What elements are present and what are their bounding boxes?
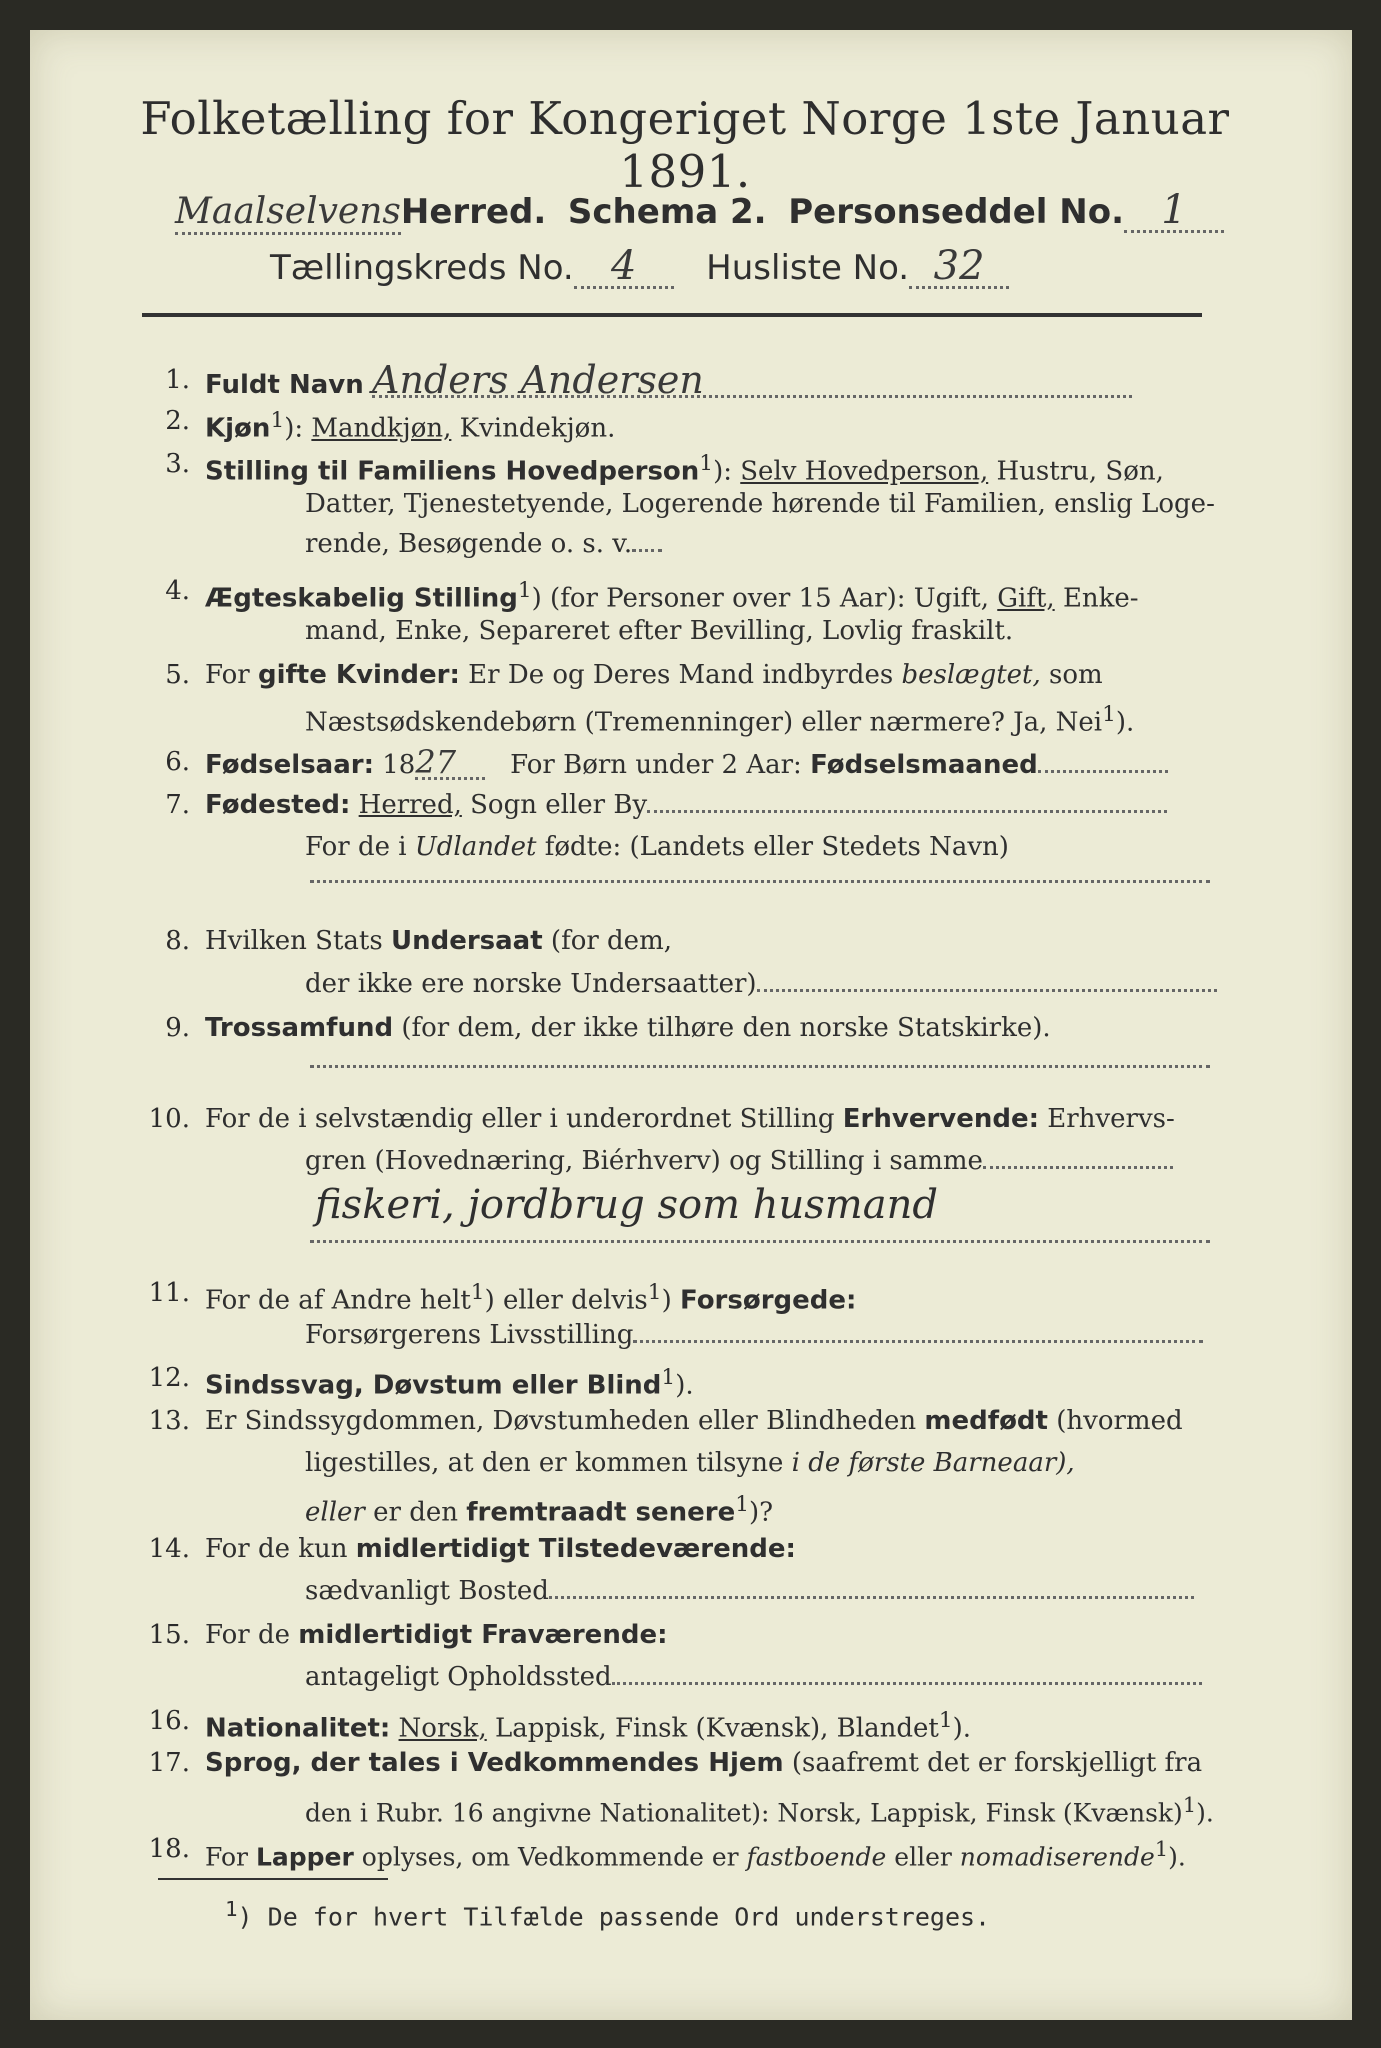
header-rule [142, 313, 1202, 317]
temporary-present-label: midlertidigt Tilstedeværende: [355, 1534, 796, 1564]
text: sædvanligt Bosted [305, 1576, 549, 1606]
item-18-lapps [205, 1834, 1186, 1872]
text: Er De og Deres Mand indbyrdes [468, 660, 894, 690]
text: For de i selvstændig eller i underordnet Stilling [205, 1104, 835, 1134]
footnote-mark: 1 [517, 578, 532, 603]
item-12-disability [205, 1363, 694, 1401]
census-form [30, 30, 1352, 2020]
punct: ). [952, 1713, 972, 1744]
text: For [205, 660, 250, 690]
occupation-label: Erhvervende: [842, 1104, 1040, 1134]
sex-label: Kjøn [205, 413, 271, 444]
item-number: 4. [165, 576, 190, 606]
position-line-3-text: rende, Besøgende o. s. v. [305, 529, 633, 559]
item-number: 14. [148, 1534, 190, 1564]
item-number: 9. [165, 1013, 190, 1043]
citizenship-label: Undersaat [390, 926, 543, 956]
text: For de [205, 1620, 290, 1650]
temporary-absent-label: midlertidigt Fraværende: [298, 1620, 668, 1650]
item-number: 1. [165, 365, 190, 395]
punct: ). [1168, 1842, 1186, 1872]
punct: ). [1115, 707, 1135, 738]
birthplace-line-2 [305, 832, 1009, 862]
item-number: 7. [165, 790, 190, 820]
item-4-marital [205, 576, 1139, 614]
marital-text: ) (for Personer over 15 Aar): Ugift, [531, 583, 989, 614]
occupation-value: fiskeri, jordbrug som husmand [315, 1182, 938, 1228]
herred-label: Herred. [400, 192, 547, 232]
text: (for dem, der ikke tilhøre den norske Statskirke). [401, 1013, 1051, 1043]
personseddel-label: Personseddel No. [788, 192, 1125, 232]
text: fødte: (Landets eller Stedets Navn) [544, 832, 1009, 862]
text-italic: fastboende [746, 1842, 887, 1872]
text-italic: eller [305, 1497, 365, 1528]
text: ligestilles, at den er kommen tilsyne [305, 1448, 784, 1478]
item-15-temporary-absent [205, 1620, 667, 1650]
birth-month-label: Fødselsmaaned [810, 750, 1038, 780]
text-italic: i de første Barneaar), [791, 1448, 1075, 1478]
punct: ). [1196, 1798, 1214, 1828]
footnote-mark: 1 [270, 408, 285, 433]
sex-selected: Mandkjøn, [311, 413, 452, 444]
item-13-congenital [205, 1406, 1183, 1436]
punct: ). [675, 1370, 694, 1401]
dotted-line [310, 1240, 1210, 1243]
item-number: 15. [148, 1620, 190, 1650]
language-line-2 [305, 1790, 1214, 1828]
footnote-text: ) De for hvert Tilfælde passende Ord understreges. [237, 1902, 991, 1932]
item-1-full-name [205, 358, 1200, 402]
text-italic: beslægtet, [901, 660, 1041, 690]
dotted-line [757, 989, 1217, 992]
text: Er Sindssygdommen, Døvstumheden eller Blindheden [205, 1406, 917, 1436]
punct: ): [284, 413, 304, 444]
text: gren (Hovednæring, Biérhverv) og Stilling i samme [305, 1146, 983, 1176]
kreds-line [270, 243, 1009, 289]
footnote-mark: 1 [699, 451, 714, 476]
husliste-value: 32 [909, 246, 1009, 289]
position-selected: Selv Hovedperson, [740, 456, 989, 487]
marital-selected: Gift, [997, 583, 1055, 614]
birth-year-value: 27 [415, 747, 485, 780]
item-9-religion [205, 1013, 1051, 1043]
footnote-mark: 1 [225, 1897, 238, 1921]
item-number: 3. [165, 449, 190, 479]
birth-year-label: Fødselsaar: [205, 750, 374, 780]
supported-line-2 [305, 1320, 1203, 1350]
temporary-absent-line-2 [305, 1662, 1202, 1692]
text: antageligt Opholdssted [305, 1662, 612, 1692]
text: den i Rubr. 16 angivne Nationalitet): Norsk, Lappisk, Finsk (Kvænsk) [305, 1798, 1183, 1828]
item-3-position [205, 449, 1164, 487]
text: der ikke ere norske Undersaatter) [305, 969, 757, 999]
dotted-line [549, 1596, 1194, 1599]
item-5-married-women [205, 660, 1103, 690]
temporary-present-line-2 [305, 1576, 1194, 1606]
schema-label: Schema 2. [567, 192, 767, 232]
dotted-line [310, 880, 1210, 883]
item-6-birth-year [205, 743, 1168, 781]
birth-month-value [1038, 770, 1168, 773]
footnote-rule [158, 1878, 388, 1880]
footnote [225, 1894, 990, 1932]
herred-line [175, 187, 1224, 235]
full-name-value: Anders Andersen [372, 365, 1132, 398]
dotted-line [983, 1166, 1173, 1169]
position-options: Hustru, Søn, [996, 456, 1164, 487]
supported-label: Forsørgede: [679, 1285, 857, 1316]
item-16-nationality [205, 1706, 971, 1744]
text-italic: Udlandet [414, 832, 537, 862]
text: For de i [305, 832, 407, 862]
punct: )? [749, 1497, 774, 1528]
lapps-label: Lapper [255, 1842, 354, 1872]
text: (saafremt det er forskjelligt fra [791, 1748, 1203, 1778]
text: (for dem, [550, 926, 672, 956]
birthplace-label: Fødested: [205, 790, 351, 820]
position-label: Stilling til Familiens Hovedperson [205, 456, 700, 487]
married-women-line-2 [305, 700, 1134, 738]
punct: ) [661, 1285, 672, 1316]
footnote-mark: 1 [735, 1492, 750, 1517]
item-11-supported [205, 1278, 856, 1316]
marital-text-2: Enke- [1062, 583, 1139, 614]
husliste-label: Husliste No. [706, 248, 910, 288]
nationality-label: Nationalitet: [205, 1713, 391, 1744]
congenital-line-3 [305, 1490, 773, 1528]
birth-year-prefix: 18 [382, 750, 416, 780]
occupation-line-2 [305, 1146, 1173, 1176]
text: ) eller delvis [484, 1285, 648, 1316]
herred-value: Maalselvens [175, 192, 401, 235]
dotted-line [633, 1340, 1203, 1343]
form-title: Folketælling for Kongeriget Norge 1ste Januar 1891. [140, 92, 1230, 198]
item-number: 5. [165, 660, 190, 690]
item-number: 12. [148, 1363, 190, 1393]
item-number: 13. [148, 1406, 190, 1436]
married-women-label: gifte Kvinder: [257, 660, 460, 690]
position-line-3 [305, 529, 662, 559]
text: For [205, 1842, 248, 1872]
religion-label: Trossamfund [205, 1013, 394, 1043]
footnote-mark: 1 [661, 1365, 676, 1390]
item-number: 11. [148, 1278, 190, 1308]
position-line-2: Datter, Tjenestetyende, Logerende hørende til Familien, enslig Loge- [305, 489, 1215, 519]
text-italic: nomadiserende [959, 1842, 1155, 1872]
sex-other: Kvindekjøn. [459, 413, 616, 444]
item-10-occupation [205, 1104, 1175, 1134]
congenital-line-2 [305, 1448, 1075, 1478]
item-8-citizenship [205, 926, 672, 956]
text: er den [373, 1497, 458, 1528]
dotted-line [647, 810, 1167, 813]
disability-label: Sindssvag, Døvstum eller Blind [205, 1370, 662, 1401]
later-label: fremtraadt senere [466, 1497, 736, 1528]
item-14-temporary-present [205, 1534, 796, 1564]
punct: ): [713, 456, 732, 487]
kreds-value: 4 [574, 246, 674, 289]
marital-line-2: mand, Enke, Separeret efter Bevilling, Lovlig fraskilt. [305, 616, 1014, 646]
item-number: 16. [148, 1706, 190, 1736]
footnote-mark: 1 [1102, 702, 1116, 727]
full-name-label: Fuldt Navn [205, 370, 364, 400]
text: (hvormed [1056, 1406, 1183, 1436]
footnote-mark: 1 [938, 1708, 953, 1733]
dotted-line [632, 549, 662, 552]
kreds-label: Tællingskreds No. [270, 248, 574, 288]
text: Sogn eller By [470, 790, 648, 820]
text: For de kun [205, 1534, 348, 1564]
text: Lappisk, Finsk (Kvænsk), Blandet [495, 1713, 939, 1744]
marital-label: Ægteskabelig Stilling [205, 583, 518, 614]
item-number: 6. [165, 747, 190, 777]
congenital-label: medfødt [924, 1406, 1048, 1436]
text: Erhvervs- [1047, 1104, 1175, 1134]
footnote-mark: 1 [647, 1280, 662, 1305]
dotted-line [612, 1682, 1202, 1685]
text: For Børn under 2 Aar: [510, 750, 802, 780]
item-17-language [205, 1748, 1202, 1778]
text: For de af Andre helt [205, 1285, 471, 1316]
personseddel-value: 1 [1124, 190, 1224, 233]
text: som [1049, 660, 1103, 690]
text: Forsørgerens Livsstilling [305, 1320, 634, 1350]
nationality-selected: Norsk, [398, 1713, 487, 1744]
text: oplyses, om Vedkommende er [361, 1842, 739, 1872]
birthplace-selected: Herred, [358, 790, 462, 820]
footnote-mark: 1 [470, 1280, 485, 1305]
footnote-mark: 1 [1182, 1793, 1197, 1817]
dotted-line [310, 1065, 1210, 1068]
text: Næstsødskendebørn (Tremenninger) eller nærmere? Ja, Nei [305, 707, 1103, 738]
item-2-sex [205, 406, 615, 444]
item-number: 17. [148, 1748, 190, 1778]
item-number: 2. [165, 406, 190, 436]
text: Hvilken Stats [205, 926, 383, 956]
item-number: 18. [148, 1834, 190, 1864]
language-label: Sprog, der tales i Vedkommendes Hjem [205, 1748, 784, 1778]
item-7-birthplace [205, 790, 1167, 820]
item-number: 10. [148, 1104, 190, 1134]
item-number: 8. [165, 926, 190, 956]
text: eller [894, 1842, 952, 1872]
footnote-mark: 1 [1154, 1837, 1169, 1861]
citizenship-line-2 [305, 969, 1217, 999]
